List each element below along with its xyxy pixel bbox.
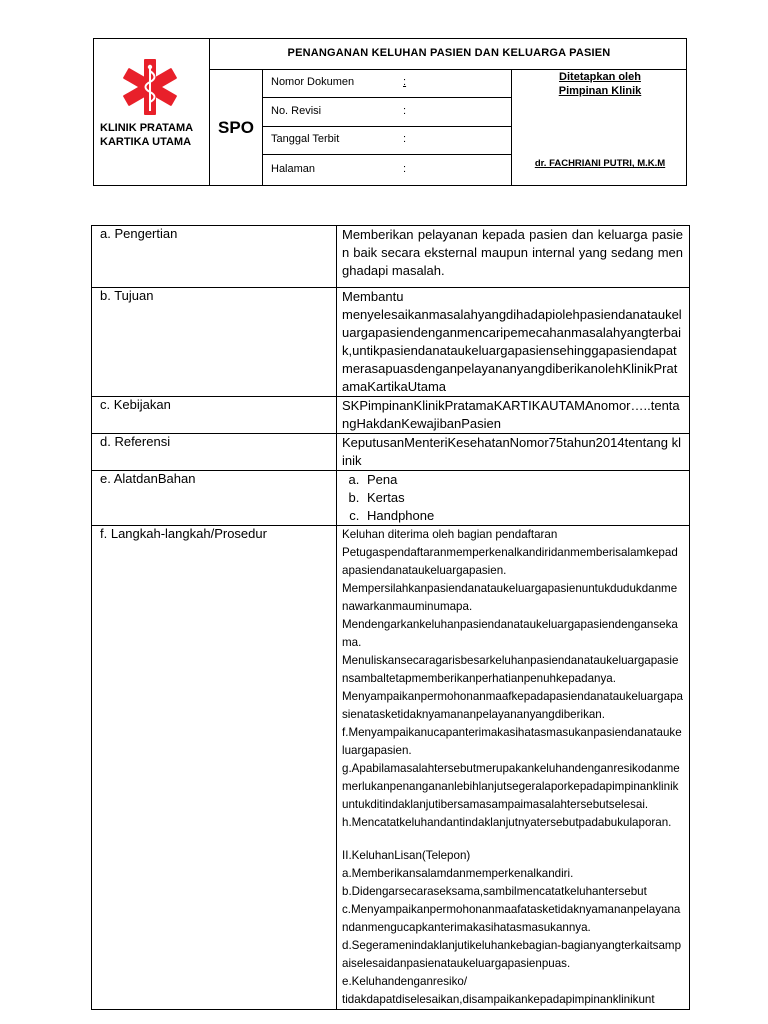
approval-line-2: Pimpinan Klinik xyxy=(558,85,642,97)
field-nomor-dokumen: Nomor Dokumen xyxy=(271,76,355,88)
procedure-line: g.Apabilamasalahtersebutmerupakankeluhandenganresikodanmemerlukanpenangananlebihlanjutsegeralaporkepadapimpinanklinikuntukditindaklanjutibersamasampaimasalahtersebutselesai. xyxy=(342,762,680,811)
value-kebijakan: SKPimpinanKlinikPratamaKARTIKAUTAMAnomor…..tentangHakdanKewajibanPasien xyxy=(337,397,690,434)
procedure-line: b.Didengarsecaraseksama,sambilmencatatkeluhantersebut xyxy=(342,884,647,898)
procedure-line: Petugaspendaftaranmemperkenalkandiridanmemberisalamkepadapasiendanataukeluargapasien. xyxy=(342,546,678,577)
label-referensi: d. Referensi xyxy=(92,434,337,471)
procedure-line: Keluhan diterima oleh bagian pendaftaran xyxy=(342,528,558,541)
label-kebijakan: c. Kebijakan xyxy=(92,397,337,434)
table-row xyxy=(92,288,690,397)
approval-block xyxy=(512,70,688,98)
value-pengertian: Memberikan pelayanan kepada pasien dan keluarga pasien baik secara eksternal maupun internal yang sedang menghadapi masalah. xyxy=(337,226,690,288)
procedure-line: e.Keluhandenganresiko/ xyxy=(342,974,468,988)
list-item: c. Handphone xyxy=(363,507,683,525)
procedure-line: a.Memberikansalamdanmemperkenalkandiri. xyxy=(342,866,574,880)
list-item: b. Kertas xyxy=(363,489,683,507)
value-referensi: KeputusanMenteriKesehatanNomor75tahun2014tentang klinik xyxy=(337,434,690,471)
procedure-line: tidakdapatdiselesaikan,disampaikankepadapimpinanklinikunt xyxy=(342,992,655,1006)
list-item: a. Pena xyxy=(363,471,683,489)
value-tujuan xyxy=(337,288,690,397)
procedure-line: Menuliskansecaragarisbesarkeluhanpasiendanataukeluargapasiensambaltetapmemberikanperhatianpenuhkepadanya. xyxy=(342,654,679,685)
document-header xyxy=(93,38,687,186)
table-row xyxy=(92,471,690,526)
field-tanggal-terbit: Tanggal Terbit xyxy=(271,133,340,145)
table-row xyxy=(92,526,690,1010)
label-prosedur: f. Langkah-langkah/Prosedur xyxy=(92,526,337,1010)
label-tujuan: b. Tujuan xyxy=(92,288,337,397)
approval-line-1: Ditetapkan oleh xyxy=(559,71,641,83)
star-of-life-icon xyxy=(114,57,186,117)
procedure-line: Menyampaikanpermohonanmaafkepadapasiendanataukeluargapasienatasketidaknyamananpelayananyangdiberikan. xyxy=(342,690,683,721)
field-no-revisi: No. Revisi xyxy=(271,105,322,117)
procedure-line: II.KeluhanLisan(Telepon) xyxy=(342,848,471,862)
field-no-revisi-value: : xyxy=(403,105,407,117)
table-row xyxy=(92,434,690,471)
value-alat-bahan xyxy=(337,471,690,526)
label-alat-bahan: e. AlatdanBahan xyxy=(92,471,337,526)
procedure-line: Mempersilahkanpasiendanataukeluargapasienuntukdudukdanmenawarkanmauminumapa. xyxy=(342,582,678,613)
clinic-name: KLINIK PRATAMA KARTIKA UTAMA xyxy=(100,122,193,148)
procedure-line: h.Mencatatkeluhandantindaklanjutnyatersebutpadabukulaporan. xyxy=(342,816,672,829)
field-halaman-value: : xyxy=(403,163,407,175)
procedure-line: Mendengarkankeluhanpasiendanataukeluargapasiendengansekama. xyxy=(342,618,678,649)
procedure-line: d.Segeramenindaklanjutikeluhankebagian-bagianyangterkaitsampaiselesaidanpasienataukeluargapasienpuas. xyxy=(342,938,682,970)
field-nomor-dokumen-value: : xyxy=(403,76,407,88)
value-tujuan-line1: Membantu xyxy=(342,289,404,304)
signer-name: dr. FACHRIANI PUTRI, M.K.M xyxy=(534,158,666,169)
table-row xyxy=(92,397,690,434)
procedure-table xyxy=(91,225,690,1010)
procedure-line: f.Menyampaikanucapanterimakasihatasmasukanpasiendanataukeluargapasien. xyxy=(342,726,682,757)
procedure-line: c.Menyampaikanpermohonanmaafatasketidaknyamananpelayanandanmengucapkanterimakasihatasmasukannya. xyxy=(342,902,681,934)
spo-label: SPO xyxy=(218,118,254,137)
value-tujuan-body: menyelesaikanmasalahyangdihadapiolehpasiendanataukeluargapasiendenganmencaripemecahanmasalahyangterbaik,untikpasiendanataukeluargapasiensehinggapasiendapatmerasapuasdenganpelayananyangdiberikanolehKlinikPratamaKartikaUtama xyxy=(342,307,682,394)
field-tanggal-terbit-value: : xyxy=(403,133,407,145)
document-title: PENANGANAN KELUHAN PASIEN DAN KELUARGA PASIEN xyxy=(287,47,611,59)
table-row xyxy=(92,226,690,288)
field-halaman: Halaman xyxy=(271,163,316,175)
procedure-spacer xyxy=(342,832,683,847)
tools-list xyxy=(342,471,683,525)
label-pengertian: a. Pengertian xyxy=(92,226,337,288)
value-prosedur xyxy=(337,526,690,1010)
